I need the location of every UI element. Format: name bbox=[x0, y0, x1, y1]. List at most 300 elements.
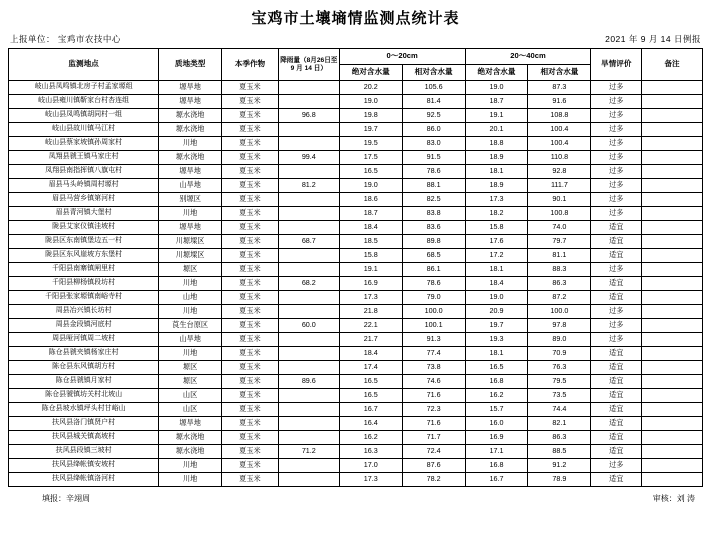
cell-site: 千阳县张家塬镇南峪寺村 bbox=[9, 291, 159, 305]
cell-remark bbox=[642, 347, 703, 361]
header-remark: 备注 bbox=[642, 49, 703, 81]
table-row bbox=[9, 333, 703, 347]
cell-soil-type: 川地 bbox=[159, 459, 222, 473]
cell-drought-eval: 适宜 bbox=[591, 221, 642, 235]
cell-abs-0-20: 21.7 bbox=[339, 333, 402, 347]
cell-abs-0-20: 22.1 bbox=[339, 319, 402, 333]
cell-site: 陇县区东风崖坡方东堡村 bbox=[9, 249, 159, 263]
cell-crop: 夏玉米 bbox=[222, 347, 279, 361]
cell-rel-20-40: 79.7 bbox=[528, 235, 591, 249]
cell-drought-eval: 过多 bbox=[591, 193, 642, 207]
cell-site: 凤翔县虢王镇马家庄村 bbox=[9, 151, 159, 165]
cell-drought-eval: 适宜 bbox=[591, 403, 642, 417]
reporting-unit-value: 宝鸡市农技中心 bbox=[57, 34, 121, 44]
cell-remark bbox=[642, 291, 703, 305]
table-row bbox=[9, 221, 703, 235]
table-row bbox=[9, 81, 703, 95]
cell-drought-eval: 适宜 bbox=[591, 431, 642, 445]
table-row bbox=[9, 361, 703, 375]
cell-crop: 夏玉米 bbox=[222, 319, 279, 333]
cell-crop: 夏玉米 bbox=[222, 123, 279, 137]
cell-abs-20-40: 17.1 bbox=[465, 445, 528, 459]
cell-abs-20-40: 18.1 bbox=[465, 263, 528, 277]
cell-drought-eval: 适宜 bbox=[591, 375, 642, 389]
cell-abs-20-40: 16.8 bbox=[465, 459, 528, 473]
cell-crop: 夏玉米 bbox=[222, 249, 279, 263]
prepared-by: 填报：辛翊周 bbox=[42, 494, 90, 503]
cell-rel-0-20: 78.2 bbox=[402, 473, 465, 487]
cell-abs-0-20: 18.4 bbox=[339, 221, 402, 235]
cell-drought-eval: 适宜 bbox=[591, 389, 642, 403]
table-row bbox=[9, 319, 703, 333]
table-row bbox=[9, 179, 703, 193]
table-body bbox=[9, 81, 703, 487]
table-row bbox=[9, 151, 703, 165]
cell-remark bbox=[642, 123, 703, 137]
cell-abs-20-40: 16.9 bbox=[465, 431, 528, 445]
cell-rel-20-40: 110.8 bbox=[528, 151, 591, 165]
cell-rainfall bbox=[278, 473, 339, 487]
cell-crop: 夏玉米 bbox=[222, 235, 279, 249]
cell-crop: 夏玉米 bbox=[222, 137, 279, 151]
cell-remark bbox=[642, 165, 703, 179]
table-row bbox=[9, 459, 703, 473]
cell-soil-type: 川塬墚区 bbox=[159, 249, 222, 263]
cell-rainfall bbox=[278, 221, 339, 235]
cell-abs-0-20: 19.5 bbox=[339, 137, 402, 151]
table-row bbox=[9, 123, 703, 137]
cell-crop: 夏玉米 bbox=[222, 375, 279, 389]
cell-soil-type: 川塬墚区 bbox=[159, 235, 222, 249]
header-crop: 本季作物 bbox=[222, 49, 279, 81]
cell-drought-eval: 适宜 bbox=[591, 445, 642, 459]
cell-crop: 夏玉米 bbox=[222, 263, 279, 277]
cell-rainfall: 68.2 bbox=[278, 277, 339, 291]
table-row bbox=[9, 389, 703, 403]
cell-site: 扶风县城关镇高坡村 bbox=[9, 431, 159, 445]
cell-abs-0-20: 19.8 bbox=[339, 109, 402, 123]
header-rel-20-40: 相对含水量 bbox=[528, 65, 591, 81]
cell-rel-20-40: 86.3 bbox=[528, 277, 591, 291]
cell-soil-type: 塬区 bbox=[159, 361, 222, 375]
cell-abs-0-20: 18.7 bbox=[339, 207, 402, 221]
cell-site: 千阳县南寨镇闸里村 bbox=[9, 263, 159, 277]
cell-rel-0-20: 86.1 bbox=[402, 263, 465, 277]
cell-rel-20-40: 92.8 bbox=[528, 165, 591, 179]
cell-rel-20-40: 100.0 bbox=[528, 305, 591, 319]
table-row bbox=[9, 249, 703, 263]
cell-crop: 夏玉米 bbox=[222, 165, 279, 179]
cell-remark bbox=[642, 95, 703, 109]
cell-abs-20-40: 18.1 bbox=[465, 165, 528, 179]
cell-drought-eval: 过多 bbox=[591, 151, 642, 165]
cell-abs-20-40: 18.9 bbox=[465, 179, 528, 193]
header-abs-20-40: 绝对含水量 bbox=[465, 65, 528, 81]
cell-rainfall bbox=[278, 123, 339, 137]
cell-abs-20-40: 17.6 bbox=[465, 235, 528, 249]
cell-rainfall: 60.0 bbox=[278, 319, 339, 333]
cell-abs-0-20: 19.0 bbox=[339, 95, 402, 109]
cell-rainfall bbox=[278, 459, 339, 473]
cell-abs-20-40: 18.2 bbox=[465, 207, 528, 221]
header-site: 监测地点 bbox=[9, 49, 159, 81]
table-header-row bbox=[9, 49, 703, 65]
cell-soil-type: 山区 bbox=[159, 403, 222, 417]
cell-rel-20-40: 91.2 bbox=[528, 459, 591, 473]
cell-crop: 夏玉米 bbox=[222, 333, 279, 347]
cell-rainfall: 68.7 bbox=[278, 235, 339, 249]
cell-rainfall: 81.2 bbox=[278, 179, 339, 193]
cell-rel-20-40: 90.1 bbox=[528, 193, 591, 207]
table-row bbox=[9, 109, 703, 123]
cell-drought-eval: 适宜 bbox=[591, 277, 642, 291]
cell-abs-20-40: 19.3 bbox=[465, 333, 528, 347]
cell-remark bbox=[642, 319, 703, 333]
cell-rel-0-20: 100.1 bbox=[402, 319, 465, 333]
cell-rel-0-20: 79.0 bbox=[402, 291, 465, 305]
cell-site: 岐山县雍川镇靳家台村杏连组 bbox=[9, 95, 159, 109]
cell-abs-0-20: 20.2 bbox=[339, 81, 402, 95]
cell-rel-20-40: 87.2 bbox=[528, 291, 591, 305]
cell-remark bbox=[642, 445, 703, 459]
cell-abs-0-20: 17.0 bbox=[339, 459, 402, 473]
cell-drought-eval: 过多 bbox=[591, 179, 642, 193]
cell-rainfall bbox=[278, 431, 339, 445]
cell-crop: 夏玉米 bbox=[222, 95, 279, 109]
cell-abs-0-20: 16.5 bbox=[339, 165, 402, 179]
cell-rainfall bbox=[278, 291, 339, 305]
table-row bbox=[9, 263, 703, 277]
cell-rel-20-40: 79.5 bbox=[528, 375, 591, 389]
cell-remark bbox=[642, 389, 703, 403]
cell-rel-20-40: 74.0 bbox=[528, 221, 591, 235]
cell-soil-type: 山区 bbox=[159, 389, 222, 403]
cell-abs-20-40: 20.9 bbox=[465, 305, 528, 319]
cell-abs-0-20: 16.7 bbox=[339, 403, 402, 417]
cell-crop: 夏玉米 bbox=[222, 221, 279, 235]
cell-site: 岐山县凤鸣镇胡同村一组 bbox=[9, 109, 159, 123]
cell-soil-type: 塬旱地 bbox=[159, 221, 222, 235]
table-row bbox=[9, 277, 703, 291]
cell-rel-20-40: 100.8 bbox=[528, 207, 591, 221]
cell-remark bbox=[642, 305, 703, 319]
cell-crop: 夏玉米 bbox=[222, 389, 279, 403]
table-row bbox=[9, 95, 703, 109]
cell-rel-0-20: 87.6 bbox=[402, 459, 465, 473]
page-title: 宝鸡市土壤墒情监测点统计表 bbox=[251, 11, 460, 27]
cell-drought-eval: 过多 bbox=[591, 137, 642, 151]
header-layer-0-20: 0～20cm bbox=[339, 49, 465, 65]
cell-abs-0-20: 16.9 bbox=[339, 277, 402, 291]
cell-soil-type: 莨生台原区 bbox=[159, 319, 222, 333]
cell-rel-0-20: 77.4 bbox=[402, 347, 465, 361]
cell-rel-0-20: 74.6 bbox=[402, 375, 465, 389]
cell-site: 陇县区东南镇堡边五一村 bbox=[9, 235, 159, 249]
cell-remark bbox=[642, 375, 703, 389]
table-row bbox=[9, 137, 703, 151]
cell-drought-eval: 过多 bbox=[591, 95, 642, 109]
cell-abs-0-20: 16.5 bbox=[339, 389, 402, 403]
cell-rel-0-20: 105.6 bbox=[402, 81, 465, 95]
cell-rainfall: 71.2 bbox=[278, 445, 339, 459]
cell-rel-0-20: 78.6 bbox=[402, 165, 465, 179]
table-row bbox=[9, 235, 703, 249]
cell-abs-0-20: 19.7 bbox=[339, 123, 402, 137]
cell-crop: 夏玉米 bbox=[222, 277, 279, 291]
cell-remark bbox=[642, 207, 703, 221]
cell-rel-0-20: 81.4 bbox=[402, 95, 465, 109]
cell-remark bbox=[642, 81, 703, 95]
cell-rel-20-40: 76.3 bbox=[528, 361, 591, 375]
cell-soil-type: 川地 bbox=[159, 305, 222, 319]
cell-crop: 夏玉米 bbox=[222, 81, 279, 95]
cell-abs-20-40: 17.2 bbox=[465, 249, 528, 263]
cell-site: 眉县青河镇大堡村 bbox=[9, 207, 159, 221]
cell-abs-20-40: 16.5 bbox=[465, 361, 528, 375]
cell-site: 周县冶兴镇长坊村 bbox=[9, 305, 159, 319]
cell-remark bbox=[642, 277, 703, 291]
cell-abs-0-20: 17.3 bbox=[339, 291, 402, 305]
header-soil-type: 质地类型 bbox=[159, 49, 222, 81]
cell-rel-20-40: 88.3 bbox=[528, 263, 591, 277]
cell-rainfall bbox=[278, 417, 339, 431]
cell-soil-type: 塬区 bbox=[159, 375, 222, 389]
cell-crop: 夏玉米 bbox=[222, 361, 279, 375]
cell-rel-0-20: 71.7 bbox=[402, 431, 465, 445]
cell-site: 陈仓县虢镇月家村 bbox=[9, 375, 159, 389]
cell-soil-type: 山地 bbox=[159, 291, 222, 305]
cell-site: 周县哑河镇周二坡村 bbox=[9, 333, 159, 347]
cell-crop: 夏玉米 bbox=[222, 207, 279, 221]
cell-abs-0-20: 17.5 bbox=[339, 151, 402, 165]
cell-rainfall bbox=[278, 165, 339, 179]
soil-moisture-table bbox=[8, 48, 703, 487]
cell-crop: 夏玉米 bbox=[222, 417, 279, 431]
cell-site: 眉县马头岭镇周村塬村 bbox=[9, 179, 159, 193]
cell-rel-20-40: 82.1 bbox=[528, 417, 591, 431]
cell-abs-20-40: 18.8 bbox=[465, 137, 528, 151]
cell-drought-eval: 过多 bbox=[591, 333, 642, 347]
cell-drought-eval: 适宜 bbox=[591, 361, 642, 375]
cell-rel-20-40: 88.5 bbox=[528, 445, 591, 459]
cell-site: 岐山县蔡家坡镇孙周家村 bbox=[9, 137, 159, 151]
cell-site: 眉县马营乡镇第河村 bbox=[9, 193, 159, 207]
header-drought-eval: 旱情评价 bbox=[591, 49, 642, 81]
cell-soil-type: 塬水浇地 bbox=[159, 123, 222, 137]
cell-rainfall bbox=[278, 81, 339, 95]
cell-rainfall: 96.8 bbox=[278, 109, 339, 123]
cell-soil-type: 塬旱地 bbox=[159, 417, 222, 431]
cell-soil-type: 山旱地 bbox=[159, 333, 222, 347]
cell-rainfall bbox=[278, 263, 339, 277]
cell-abs-0-20: 18.5 bbox=[339, 235, 402, 249]
cell-crop: 夏玉米 bbox=[222, 459, 279, 473]
cell-soil-type: 塬旱地 bbox=[159, 95, 222, 109]
cell-site: 周县金段镇河底村 bbox=[9, 319, 159, 333]
cell-rel-0-20: 71.6 bbox=[402, 417, 465, 431]
cell-crop: 夏玉米 bbox=[222, 179, 279, 193]
cell-rel-20-40: 89.0 bbox=[528, 333, 591, 347]
cell-remark bbox=[642, 221, 703, 235]
cell-rel-20-40: 100.4 bbox=[528, 137, 591, 151]
cell-rainfall bbox=[278, 137, 339, 151]
cell-abs-20-40: 16.2 bbox=[465, 389, 528, 403]
cell-abs-0-20: 16.5 bbox=[339, 375, 402, 389]
cell-remark bbox=[642, 151, 703, 165]
cell-rel-20-40: 78.9 bbox=[528, 473, 591, 487]
table-row bbox=[9, 445, 703, 459]
cell-soil-type: 塬水浇地 bbox=[159, 151, 222, 165]
cell-remark bbox=[642, 109, 703, 123]
cell-drought-eval: 适宜 bbox=[591, 347, 642, 361]
cell-site: 扶风县绛帐镇安坡村 bbox=[9, 459, 159, 473]
cell-site: 扶风县段镇三坡村 bbox=[9, 445, 159, 459]
cell-crop: 夏玉米 bbox=[222, 403, 279, 417]
cell-rel-20-40: 86.3 bbox=[528, 431, 591, 445]
cell-abs-0-20: 16.3 bbox=[339, 445, 402, 459]
header-abs-0-20: 绝对含水量 bbox=[339, 65, 402, 81]
cell-remark bbox=[642, 361, 703, 375]
cell-rel-20-40: 70.9 bbox=[528, 347, 591, 361]
cell-rainfall bbox=[278, 305, 339, 319]
cell-rainfall bbox=[278, 389, 339, 403]
cell-crop: 夏玉米 bbox=[222, 291, 279, 305]
report-footer bbox=[8, 487, 703, 504]
cell-rel-0-20: 91.3 bbox=[402, 333, 465, 347]
table-row bbox=[9, 165, 703, 179]
cell-drought-eval: 过多 bbox=[591, 109, 642, 123]
cell-rel-0-20: 68.5 bbox=[402, 249, 465, 263]
table-row bbox=[9, 375, 703, 389]
cell-abs-0-20: 19.1 bbox=[339, 263, 402, 277]
cell-remark bbox=[642, 431, 703, 445]
cell-rainfall bbox=[278, 333, 339, 347]
cell-site: 扶风县洛门镇贤户村 bbox=[9, 417, 159, 431]
cell-crop: 夏玉米 bbox=[222, 445, 279, 459]
cell-site: 陈仓县东风镇胡方村 bbox=[9, 361, 159, 375]
cell-site: 凤翔县南指挥镇八旗屯村 bbox=[9, 165, 159, 179]
cell-soil-type: 川地 bbox=[159, 347, 222, 361]
cell-remark bbox=[642, 249, 703, 263]
cell-abs-0-20: 17.3 bbox=[339, 473, 402, 487]
cell-drought-eval: 过多 bbox=[591, 459, 642, 473]
cell-crop: 夏玉米 bbox=[222, 305, 279, 319]
cell-rel-20-40: 111.7 bbox=[528, 179, 591, 193]
cell-abs-20-40: 16.0 bbox=[465, 417, 528, 431]
table-row bbox=[9, 431, 703, 445]
cell-soil-type: 川地 bbox=[159, 277, 222, 291]
cell-remark bbox=[642, 459, 703, 473]
cell-drought-eval: 过多 bbox=[591, 305, 642, 319]
cell-site: 陇县艾家仪镇洼坡村 bbox=[9, 221, 159, 235]
cell-abs-20-40: 19.1 bbox=[465, 109, 528, 123]
cell-abs-0-20: 16.4 bbox=[339, 417, 402, 431]
cell-rel-20-40: 97.8 bbox=[528, 319, 591, 333]
table-row bbox=[9, 207, 703, 221]
cell-soil-type: 塬水浇地 bbox=[159, 431, 222, 445]
cell-rel-0-20: 72.4 bbox=[402, 445, 465, 459]
cell-abs-20-40: 17.3 bbox=[465, 193, 528, 207]
cell-soil-type: 塬旱地 bbox=[159, 81, 222, 95]
cell-abs-20-40: 18.9 bbox=[465, 151, 528, 165]
cell-soil-type: 川地 bbox=[159, 473, 222, 487]
cell-abs-20-40: 16.7 bbox=[465, 473, 528, 487]
cell-soil-type: 塬水浇地 bbox=[159, 109, 222, 123]
cell-abs-20-40: 20.1 bbox=[465, 123, 528, 137]
cell-rel-20-40: 100.4 bbox=[528, 123, 591, 137]
cell-rel-0-20: 89.8 bbox=[402, 235, 465, 249]
cell-abs-20-40: 18.4 bbox=[465, 277, 528, 291]
cell-rel-0-20: 72.3 bbox=[402, 403, 465, 417]
cell-rainfall bbox=[278, 95, 339, 109]
cell-remark bbox=[642, 137, 703, 151]
cell-rel-0-20: 83.0 bbox=[402, 137, 465, 151]
cell-abs-0-20: 16.2 bbox=[339, 431, 402, 445]
cell-abs-20-40: 19.7 bbox=[465, 319, 528, 333]
cell-abs-0-20: 15.8 bbox=[339, 249, 402, 263]
cell-rainfall: 89.6 bbox=[278, 375, 339, 389]
cell-rainfall bbox=[278, 207, 339, 221]
table-row bbox=[9, 347, 703, 361]
table-row bbox=[9, 305, 703, 319]
header-rel-0-20: 相对含水量 bbox=[402, 65, 465, 81]
cell-rainfall bbox=[278, 403, 339, 417]
cell-rel-0-20: 78.6 bbox=[402, 277, 465, 291]
table-row bbox=[9, 403, 703, 417]
reporting-unit-label: 上报单位： bbox=[10, 34, 56, 44]
cell-rel-0-20: 92.5 bbox=[402, 109, 465, 123]
cell-abs-20-40: 15.7 bbox=[465, 403, 528, 417]
cell-drought-eval: 过多 bbox=[591, 263, 642, 277]
cell-drought-eval: 过多 bbox=[591, 207, 642, 221]
table-row bbox=[9, 193, 703, 207]
cell-abs-20-40: 18.1 bbox=[465, 347, 528, 361]
cell-soil-type: 川地 bbox=[159, 137, 222, 151]
cell-rel-20-40: 87.3 bbox=[528, 81, 591, 95]
reporting-unit bbox=[10, 33, 121, 45]
cell-rel-20-40: 91.6 bbox=[528, 95, 591, 109]
cell-rainfall: 99.4 bbox=[278, 151, 339, 165]
cell-rel-0-20: 100.0 bbox=[402, 305, 465, 319]
cell-rel-0-20: 83.8 bbox=[402, 207, 465, 221]
cell-rel-20-40: 74.4 bbox=[528, 403, 591, 417]
cell-abs-20-40: 15.8 bbox=[465, 221, 528, 235]
cell-abs-0-20: 17.4 bbox=[339, 361, 402, 375]
cell-remark bbox=[642, 263, 703, 277]
cell-soil-type: 塬区 bbox=[159, 263, 222, 277]
cell-abs-0-20: 18.6 bbox=[339, 193, 402, 207]
cell-drought-eval: 过多 bbox=[591, 123, 642, 137]
cell-rel-0-20: 73.8 bbox=[402, 361, 465, 375]
cell-rel-20-40: 108.8 bbox=[528, 109, 591, 123]
cell-rainfall bbox=[278, 193, 339, 207]
cell-remark bbox=[642, 193, 703, 207]
cell-drought-eval: 适宜 bbox=[591, 473, 642, 487]
cell-rel-0-20: 88.1 bbox=[402, 179, 465, 193]
cell-drought-eval: 适宜 bbox=[591, 235, 642, 249]
table-row bbox=[9, 291, 703, 305]
cell-rel-0-20: 86.0 bbox=[402, 123, 465, 137]
table-row bbox=[9, 417, 703, 431]
cell-drought-eval: 适宜 bbox=[591, 417, 642, 431]
cell-rel-20-40: 81.1 bbox=[528, 249, 591, 263]
cell-remark bbox=[642, 417, 703, 431]
cell-crop: 夏玉米 bbox=[222, 193, 279, 207]
cell-abs-0-20: 18.4 bbox=[339, 347, 402, 361]
cell-rainfall bbox=[278, 347, 339, 361]
cell-drought-eval: 适宜 bbox=[591, 291, 642, 305]
cell-abs-20-40: 18.7 bbox=[465, 95, 528, 109]
